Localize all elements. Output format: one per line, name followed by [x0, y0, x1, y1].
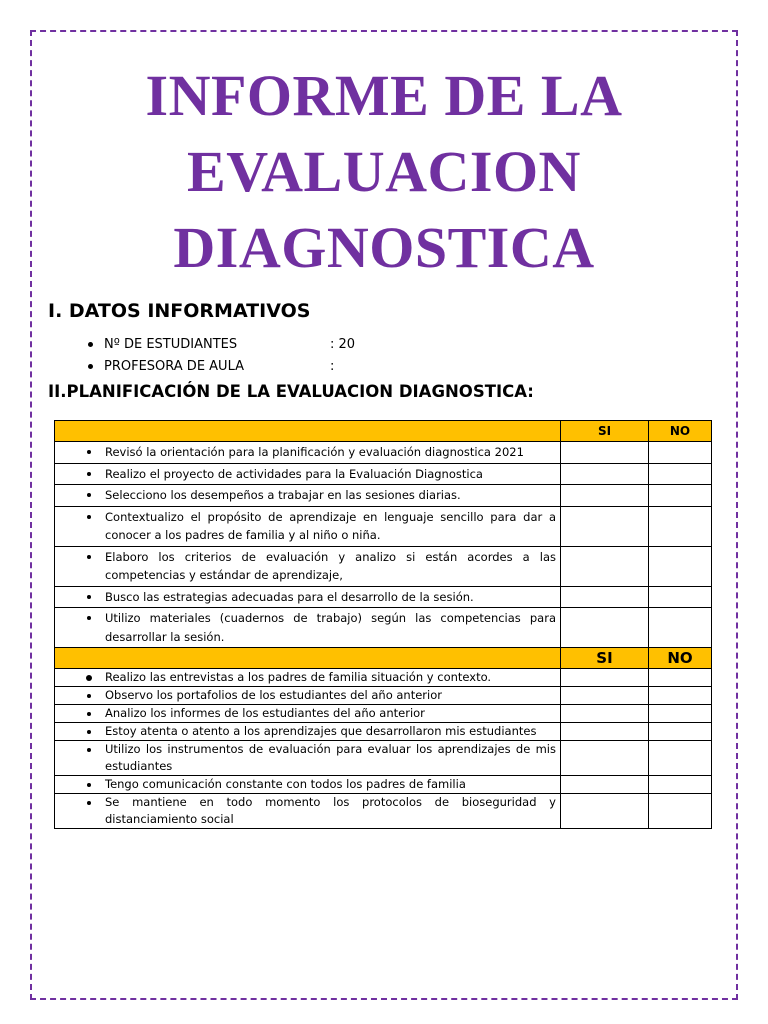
criteria-cell: [55, 485, 561, 507]
header-cell-no: NO: [649, 648, 712, 669]
si-cell[interactable]: [561, 442, 649, 464]
evaluation-table: [54, 420, 712, 829]
criteria-item: [55, 442, 560, 463]
table-row: [55, 463, 712, 485]
header-cell-si: SI: [561, 421, 649, 442]
criteria-item: [55, 723, 560, 740]
bullet-icon: [87, 730, 91, 734]
criteria-text: Utilizo los instrumentos de evaluación para evaluar los aprendizajes de mis estudiantes: [105, 742, 556, 773]
table-row: [55, 776, 712, 794]
no-cell[interactable]: [649, 794, 712, 829]
criteria-item: [55, 741, 560, 775]
criteria-item: [55, 587, 560, 608]
table-row: [55, 723, 712, 741]
header-cell-criteria: [55, 648, 561, 669]
bullet-icon: [87, 493, 91, 497]
bullet-icon: [87, 515, 91, 519]
si-cell[interactable]: [561, 546, 649, 586]
info-label: Nº DE ESTUDIANTES: [104, 337, 238, 352]
bullet-icon: [87, 783, 91, 787]
table-header-row-2: [55, 648, 712, 669]
criteria-cell: [55, 705, 561, 723]
bullet-icon: [87, 450, 91, 454]
bullet-icon: [87, 616, 91, 620]
no-cell[interactable]: [649, 506, 712, 546]
bullet-icon: [87, 472, 91, 476]
criteria-text: Elaboro los criterios de evaluación y analizo si están acordes a las competencias y estándar de aprendizaje,: [105, 549, 556, 582]
header-cell-si: SI: [561, 648, 649, 669]
criteria-text: Analizo los informes de los estudiantes del año anterior: [105, 706, 425, 720]
no-cell[interactable]: [649, 546, 712, 586]
no-cell[interactable]: [649, 705, 712, 723]
criteria-item: [55, 705, 560, 722]
criteria-text: Selecciono los desempeños a trabajar en las sesiones diarias.: [105, 488, 461, 502]
criteria-text: Utilizo materiales (cuadernos de trabajo) según las competencias para desarrollar la sesión.: [105, 611, 556, 644]
no-cell[interactable]: [649, 485, 712, 507]
criteria-item: [55, 485, 560, 506]
criteria-cell: [55, 586, 561, 608]
table-row: [55, 546, 712, 586]
bullet-icon: [88, 342, 93, 347]
info-label: PROFESORA DE AULA: [104, 359, 245, 374]
criteria-item: [55, 464, 560, 485]
criteria-text: Busco las estrategias adecuadas para el desarrollo de la sesión.: [105, 589, 474, 604]
bullet-icon: [87, 595, 91, 599]
criteria-cell: [55, 608, 561, 648]
criteria-item: [55, 669, 560, 686]
table-header-row: [55, 421, 712, 442]
criteria-text: Tengo comunicación constante con todos los padres de familia: [105, 777, 466, 791]
criteria-cell: [55, 463, 561, 485]
criteria-cell: [55, 506, 561, 546]
header-cell-no: NO: [649, 421, 712, 442]
criteria-cell: [55, 741, 561, 776]
criteria-text: Contextualizo el propósito de aprendizaje en lenguaje sencillo para dar a conocer a los padres de familia y al niño o niña.: [105, 509, 556, 542]
no-cell[interactable]: [649, 741, 712, 776]
bullet-icon: [87, 712, 91, 716]
document-title: [30, 58, 738, 286]
criteria-item: [55, 687, 560, 704]
section2-heading: II.PLANIFICACIÓN DE LA EVALUACION DIAGNOSTICA:: [48, 382, 534, 401]
table-row: [55, 687, 712, 705]
table-row: [55, 741, 712, 776]
criteria-item: [55, 547, 560, 586]
si-cell[interactable]: [561, 705, 649, 723]
criteria-cell: [55, 546, 561, 586]
bullet-icon: [86, 675, 92, 681]
criteria-item: [55, 776, 560, 793]
table-row: [55, 485, 712, 507]
si-cell[interactable]: [561, 586, 649, 608]
criteria-cell: [55, 442, 561, 464]
info-value: :: [330, 359, 335, 374]
criteria-item: [55, 608, 560, 647]
criteria-cell: [55, 794, 561, 829]
table-row: [55, 794, 712, 829]
si-cell[interactable]: [561, 463, 649, 485]
table-row: [55, 705, 712, 723]
info-value: : 20: [330, 337, 356, 352]
si-cell[interactable]: [561, 794, 649, 829]
si-cell[interactable]: [561, 687, 649, 705]
header-cell-criteria: [55, 421, 561, 442]
si-cell[interactable]: [561, 669, 649, 687]
bullet-icon: [87, 555, 91, 559]
si-cell[interactable]: [561, 506, 649, 546]
title-line-1: INFORME DE LA: [145, 63, 623, 128]
criteria-item: [55, 794, 560, 828]
table-row: [55, 506, 712, 546]
no-cell[interactable]: [649, 608, 712, 648]
section1-heading: I. DATOS INFORMATIVOS: [48, 300, 311, 322]
si-cell[interactable]: [561, 608, 649, 648]
si-cell[interactable]: [561, 741, 649, 776]
si-cell[interactable]: [561, 723, 649, 741]
criteria-text: Se mantiene en todo momento los protocolos de bioseguridad y distanciamiento social: [105, 795, 556, 826]
no-cell[interactable]: [649, 463, 712, 485]
criteria-text: Realizo las entrevistas a los padres de familia situación y contexto.: [105, 670, 492, 684]
criteria-cell: [55, 776, 561, 794]
criteria-cell: [55, 723, 561, 741]
title-line-3: DIAGNOSTICA: [173, 215, 595, 280]
table-row: [55, 669, 712, 687]
criteria-text: Observo los portafolios de los estudiantes del año anterior: [105, 688, 442, 702]
bullet-icon: [87, 694, 91, 698]
criteria-cell: [55, 687, 561, 705]
no-cell[interactable]: [649, 669, 712, 687]
criteria-cell: [55, 669, 561, 687]
criteria-item: [55, 507, 560, 546]
bullet-icon: [87, 748, 91, 752]
table-row: [55, 608, 712, 648]
table-row: [55, 586, 712, 608]
si-cell[interactable]: [561, 485, 649, 507]
no-cell[interactable]: [649, 776, 712, 794]
bullet-icon: [88, 364, 93, 369]
no-cell[interactable]: [649, 586, 712, 608]
no-cell[interactable]: [649, 723, 712, 741]
si-cell[interactable]: [561, 776, 649, 794]
criteria-text: Estoy atenta o atento a los aprendizajes que desarrollaron mis estudiantes: [105, 724, 537, 738]
table-row: [55, 442, 712, 464]
criteria-text: Revisó la orientación para la planificación y evaluación diagnostica 2021: [105, 445, 524, 459]
title-line-2: EVALUACION: [187, 139, 581, 204]
no-cell[interactable]: [649, 687, 712, 705]
no-cell[interactable]: [649, 442, 712, 464]
bullet-icon: [87, 801, 91, 805]
criteria-text: Realizo el proyecto de actividades para la Evaluación Diagnostica: [105, 466, 483, 481]
